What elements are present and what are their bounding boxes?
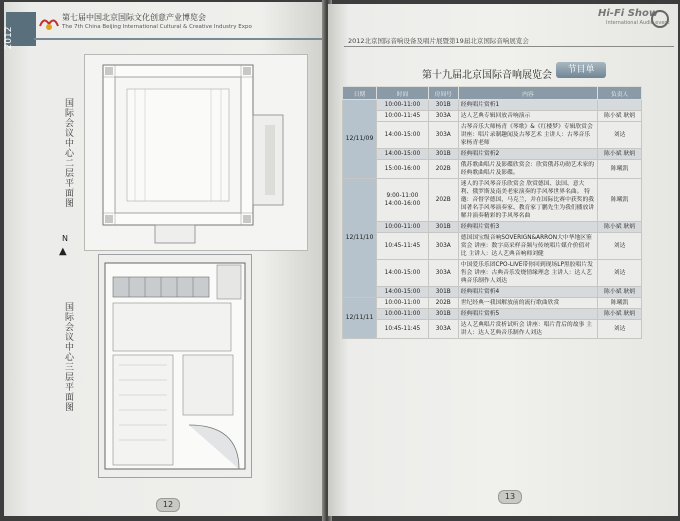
- right-page-number: 13: [498, 490, 522, 504]
- table-row: [343, 100, 642, 111]
- table-row: [343, 222, 642, 233]
- room-cell: 202B: [428, 179, 458, 222]
- content-cell: 迷人的手风琴音乐欣赏会 欣赏德国、法国、意大利、俄罗斯及南美老家演奏的手风琴世界名曲。 特邀：音督学德国，马克兰，并在国际比赛中获奖的我国著名手风琴演奏家、教育家丁鹏先生为我们播放讲解并演奏精彩的手风琴名曲: [458, 179, 597, 222]
- content-cell: 达人艺典唱片赏析试听会 讲座：唱片背后的故事 主讲人：达人艺典音乐制作人刘达: [458, 320, 597, 339]
- date-cell: 12/11/11: [343, 298, 377, 339]
- time-cell: 14:00-15:00: [376, 149, 428, 160]
- room-cell: 303A: [428, 111, 458, 122]
- schedule-title: 第十九届北京国际音响展览会: [422, 70, 552, 81]
- table-row: [343, 149, 642, 160]
- content-cell: 德国国宝级音响SOVERIGN&ARRON大中华地区鉴赏会 讲座：数字高采样音频与传统唱片媒介价值对比 主讲人：达人艺典音响师刘健: [458, 233, 597, 260]
- time-cell: 10:00-11:00: [376, 222, 428, 233]
- person-cell: 陈曦凯: [598, 179, 642, 222]
- table-row: [343, 111, 642, 122]
- room-cell: 301B: [428, 309, 458, 320]
- room-cell: 301B: [428, 222, 458, 233]
- table-row: [343, 122, 642, 149]
- header-divider: [34, 38, 322, 40]
- col-header-person: 负责人: [598, 87, 642, 100]
- person-cell: 陈小斌 耿炳: [598, 149, 642, 160]
- time-cell: 10:00-11:00: [376, 309, 428, 320]
- table-row: [343, 287, 642, 298]
- room-cell: 301B: [428, 149, 458, 160]
- col-header-date: 日期: [343, 87, 377, 100]
- person-cell: 刘达: [598, 260, 642, 287]
- person-cell: 刘达: [598, 233, 642, 260]
- room-cell: 301B: [428, 287, 458, 298]
- person-cell: 陈曦凯: [598, 298, 642, 309]
- hifi-show-brand-sub: International Audio event: [606, 20, 670, 26]
- person-cell: 陈小斌 耿炳: [598, 287, 642, 298]
- person-cell: 陈小斌 耿炳: [598, 111, 642, 122]
- schedule-tag: 节目单: [556, 62, 606, 78]
- person-cell: 陈小斌 耿炳: [598, 309, 642, 320]
- time-cell: 14:00-15:00: [376, 260, 428, 287]
- table-row: [343, 298, 642, 309]
- col-header-content: 内容: [458, 87, 597, 100]
- content-cell: 经典唱片赏析3: [458, 222, 597, 233]
- content-cell: 古琴音乐大师杨青《琴歌》&《红楼梦》专辑欣赏会 讲座：唱片录制趣闻及古琴艺术 主讲人：古琴音乐家杨青老师: [458, 122, 597, 149]
- time-cell: 10:00-11:45: [376, 111, 428, 122]
- north-arrow-icon: ▲: [59, 246, 67, 257]
- content-cell: 中国爱乐乐团CPO-LIVE带你回到现场LP黑胶唱片发售会 讲座：古典音乐发烧情缘理念 主讲人：达人艺典音乐制作人刘达: [458, 260, 597, 287]
- room-cell: 303A: [428, 260, 458, 287]
- time-cell: 10:00-11:00: [376, 100, 428, 111]
- left-header-title: 第七届中国北京国际文化创意产业博览会: [62, 13, 206, 22]
- schedule-header-row: [343, 87, 642, 100]
- north-label: N: [62, 234, 68, 243]
- room-cell: 301B: [428, 100, 458, 111]
- table-row: [343, 160, 642, 179]
- table-row: [343, 309, 642, 320]
- content-cell: 经典唱片赏析1: [458, 100, 597, 111]
- room-cell: 303A: [428, 320, 458, 339]
- person-cell: 陈小斌 耿炳: [598, 222, 642, 233]
- hifi-show-logo-icon: [651, 10, 669, 28]
- time-cell: 14:00-15:00: [376, 122, 428, 149]
- table-row: [343, 233, 642, 260]
- time-cell: 10:45-11:45: [376, 320, 428, 339]
- floor-plan-3f: [98, 254, 252, 478]
- person-cell: 刘达: [598, 122, 642, 149]
- right-page: [328, 4, 678, 516]
- right-header-title: 2012北京国际音响设备及唱片展暨第19届北京国际音响展览会: [348, 37, 529, 45]
- right-header-divider: [344, 46, 674, 47]
- time-cell: 10:00-11:00: [376, 298, 428, 309]
- time-cell: 10:45-11:45: [376, 233, 428, 260]
- content-cell: 世纪经典一我国解放前的流行歌曲欣赏: [458, 298, 597, 309]
- person-cell: [598, 100, 642, 111]
- content-cell: 经典唱片赏析4: [458, 287, 597, 298]
- year-tab: [4, 12, 36, 50]
- col-header-room: 房间号: [428, 87, 458, 100]
- left-header-subtitle: The 7th China Beijing International Cultural & Creative Industry Expo: [62, 24, 252, 30]
- table-row: [343, 179, 642, 222]
- plan2-label: 国际会议中心三层平面图: [63, 302, 73, 412]
- room-cell: 303A: [428, 233, 458, 260]
- left-page-number: 12: [156, 498, 180, 512]
- person-cell: 陈曦凯: [598, 160, 642, 179]
- floor-plan-2f-drawing: [85, 55, 307, 250]
- date-cell: 12/11/09: [343, 100, 377, 179]
- time-cell: 9:00-11:00 14:00-16:00: [376, 179, 428, 222]
- time-cell: 15:00-16:00: [376, 160, 428, 179]
- time-cell: 14:00-15:00: [376, 287, 428, 298]
- table-row: [343, 320, 642, 339]
- content-cell: 俄苏歌曲唱片及影碟欣赏会：欣赏俄苏功勋艺术家的经典歌曲唱片及影碟。: [458, 160, 597, 179]
- hifi-show-brand: Hi-Fi Show: [598, 8, 659, 19]
- plan1-label: 国际会议中心二层平面图: [63, 98, 73, 208]
- left-page: [4, 2, 326, 516]
- table-row: [343, 260, 642, 287]
- room-cell: 303A: [428, 122, 458, 149]
- expo-logo-icon: [38, 14, 60, 32]
- content-cell: 经典唱片赏析2: [458, 149, 597, 160]
- year-text: 2012: [4, 26, 14, 50]
- room-cell: 202B: [428, 160, 458, 179]
- floor-plan-3f-drawing: [99, 255, 251, 477]
- content-cell: 达人艺典专辑回放音响演示: [458, 111, 597, 122]
- room-cell: 202B: [428, 298, 458, 309]
- schedule-table: [342, 86, 642, 339]
- date-cell: 12/11/10: [343, 179, 377, 298]
- floor-plan-2f: [84, 54, 308, 251]
- col-header-time: 时间: [376, 87, 428, 100]
- content-cell: 经典唱片赏析5: [458, 309, 597, 320]
- person-cell: 刘达: [598, 320, 642, 339]
